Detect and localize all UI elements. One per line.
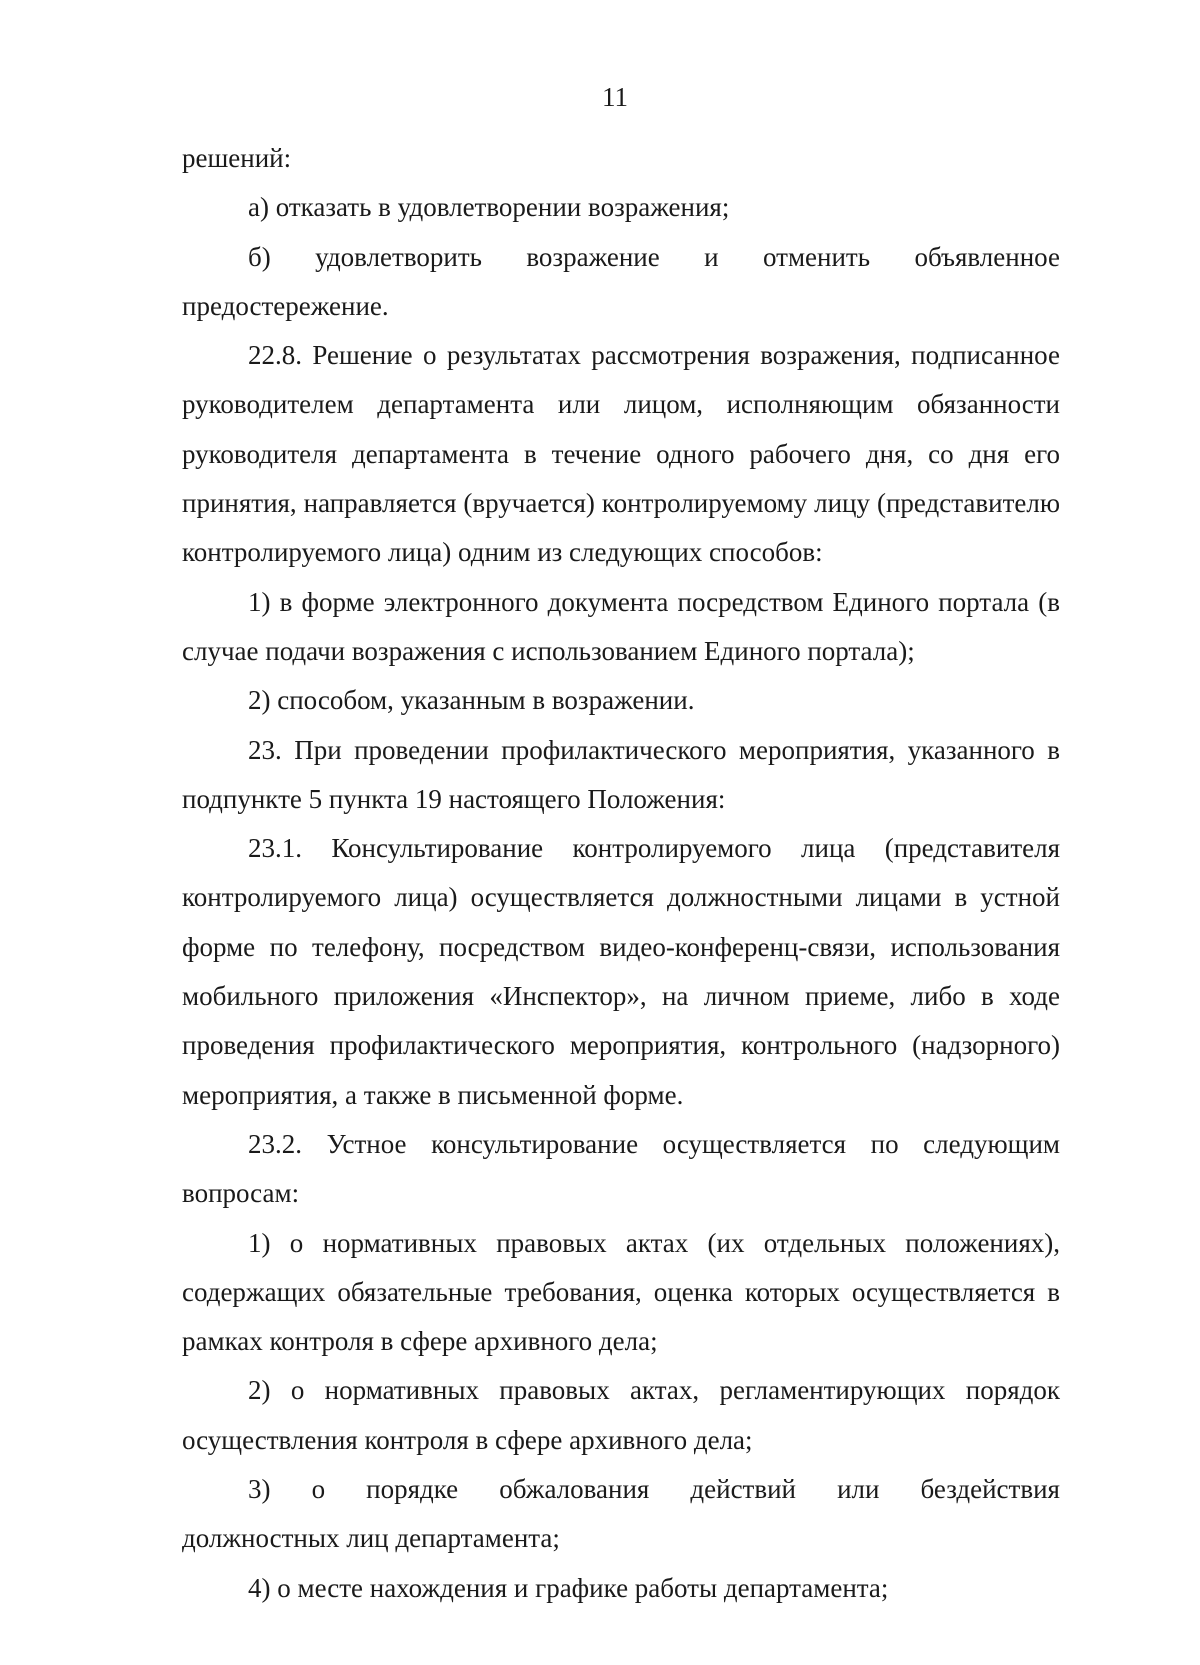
word: обжалования <box>499 1474 650 1505</box>
word: 3) <box>248 1474 271 1505</box>
word: удовлетворить <box>315 241 482 272</box>
word: или <box>837 1474 880 1505</box>
paragraph-item-2: 2) способом, указанным в возражении. <box>248 685 695 716</box>
word: и <box>704 241 719 272</box>
paragraph-continuation: решений: <box>182 143 292 173</box>
word: объявленное <box>914 241 1060 272</box>
document-body <box>182 134 1060 1613</box>
paragraph-question-3-rest: должностных лиц департамента; <box>182 1523 560 1554</box>
paragraph-option-a: а) отказать в удовлетворении возражения; <box>248 192 730 223</box>
word: отменить <box>763 241 871 272</box>
paragraph-question-2: 2) о нормативных правовых актах, регламентирующих порядок осуществления контроля в сфере архивного дела; <box>182 1375 1060 1455</box>
paragraph-item-1: 1) в форме электронного документа посредством Единого портала (в случае подачи возражения с использованием Единого портала); <box>182 586 1060 666</box>
word: бездействия <box>920 1474 1060 1505</box>
paragraph-question-1: 1) о нормативных правовых актах (их отдельных положениях), содержащих обязательные требования, оценка которых осуществляется в рамках контроля в сфере архивного дела; <box>182 1227 1060 1357</box>
paragraph-23-2: 23.2. Устное консультирование осуществляется по следующим вопросам: <box>182 1128 1060 1209</box>
paragraph-question-4: 4) о месте нахождения и графике работы департамента; <box>248 1572 889 1603</box>
paragraph-22-8: 22.8. Решение о результатах рассмотрения возражения, подписанное руководителем департамента или лицом, исполняющим обязанности руководителя департамента в течение одного рабочего дня, со дня его принятия, направляется (вручается) контролируемому лицу (представителю контролируемого лица) одним из следующих способов: <box>182 340 1060 568</box>
page-number: 11 <box>602 82 628 112</box>
word: порядке <box>366 1474 459 1505</box>
paragraph-23-1: 23.1. Консультирование контролируемого лица (представителя контролируемого лица) осуществляется должностными лицами в устной форме по телефону, посредством видео-конференц-связи, использования мобильного приложения «Инспектор», на личном приеме, либо в ходе проведения профилактического мероприятия, контрольного (надзорного) мероприятия, а также в письменной форме. <box>182 833 1060 1110</box>
paragraph-option-b-first-line <box>182 233 1060 282</box>
paragraph-question-3-first-line <box>182 1465 1060 1514</box>
word: действий <box>690 1474 797 1505</box>
word: б) <box>248 241 271 272</box>
paragraph-23: 23. При проведении профилактического мероприятия, указанного в подпункте 5 пункта 19 настоящего Положения: <box>182 734 1060 814</box>
word: о <box>311 1474 326 1505</box>
paragraph-option-b-rest: предостережение. <box>182 290 389 321</box>
word: возражение <box>526 241 660 272</box>
